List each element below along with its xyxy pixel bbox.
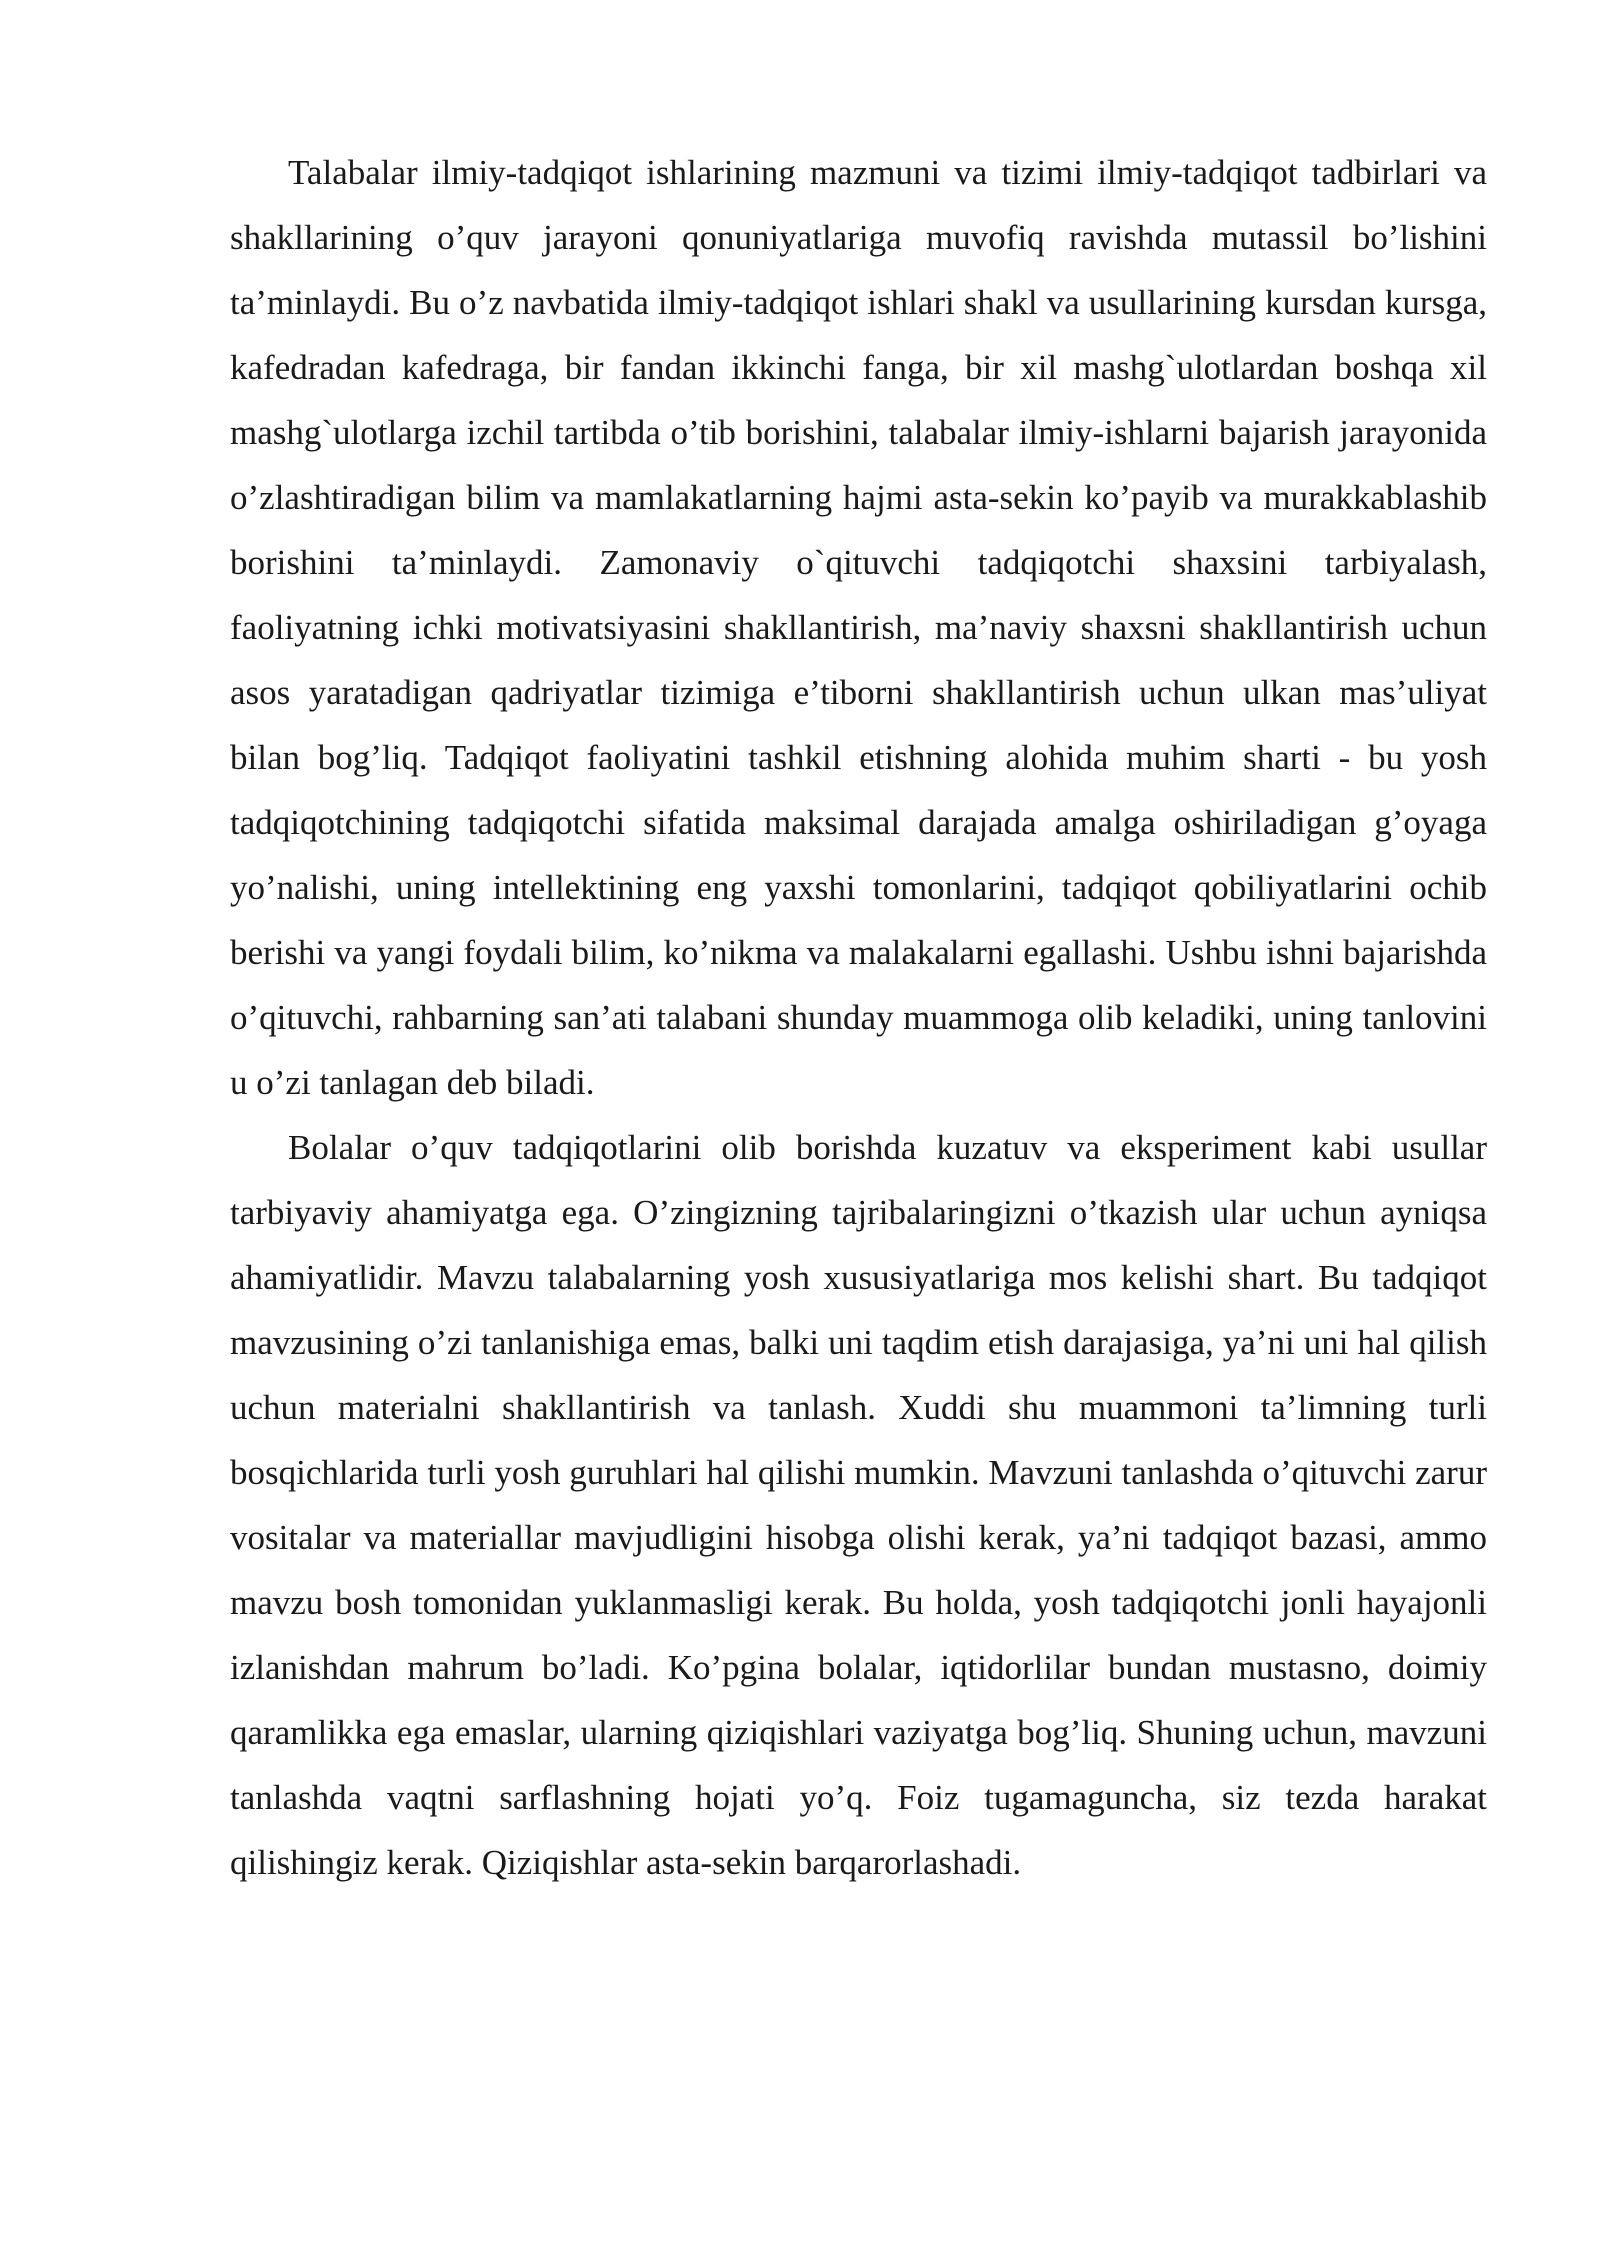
body-text	[230, 140, 1487, 1895]
paragraph-1: Talabalar ilmiy-tadqiqot ishlarining mazmuni va tizimi ilmiy-tadqiqot tadbirlari va shakllarining o’quv jarayoni qonuniyatlariga muvofiq ravishda mutassil bo’lishini ta’minlaydi. Bu o’z navbatida ilmiy-tadqiqot ishlari shakl va usullarining kursdan kursga, kafedradan kafedraga, bir fandan ikkinchi fanga, bir xil mashg`ulotlardan boshqa xil mashg`ulotlarga izchil tartibda o’tib borishini, talabalar ilmiy-ishlarni bajarish jarayonida o’zlashtiradigan bilim va mamlakatlarning hajmi asta-sekin ko’payib va murakkablashib borishini ta’minlaydi. Zamonaviy o`qituvchi tadqiqotchi shaxsini tarbiyalash, faoliyatning ichki motivatsiyasini shakllantirish, ma’naviy shaxsni shakllantirish uchun asos yaratadigan qadriyatlar tizimiga e’tiborni shakllantirish uchun ulkan mas’uliyat bilan bog’liq. Tadqiqot faoliyatini tashkil etishning alohida muhim sharti - bu yosh tadqiqotchining tadqiqotchi sifatida maksimal darajada amalga oshiriladigan g’oyaga yo’nalishi, uning intellektining eng yaxshi tomonlarini, tadqiqot qobiliyatlarini ochib berishi va yangi foydali bilim, ko’nikma va malakalarni egallashi. Ushbu ishni bajarishda o’qituvchi, rahbarning san’ati talabani shunday muammoga olib keladiki, uning tanlovini u o’zi tanlagan deb biladi.	[230, 153, 1487, 1102]
paragraph-2: Bolalar o’quv tadqiqotlarini olib borishda kuzatuv va eksperiment kabi usullar tarbiyaviy ahamiyatga ega. O’zingizning tajribalaringizni o’tkazish ular uchun ayniqsa ahamiyatlidir. Mavzu talabalarning yosh xususiyatlariga mos kelishi shart. Bu tadqiqot mavzusining o’zi tanlanishiga emas, balki uni taqdim etish darajasiga, ya’ni uni hal qilish uchun materialni shakllantirish va tanlash. Xuddi shu muammoni ta’limning turli bosqichlarida turli yosh guruhlari hal qilishi mumkin. Mavzuni tanlashda o’qituvchi zarur vositalar va materiallar mavjudligini hisobga olishi kerak, ya’ni tadqiqot bazasi, ammo mavzu bosh tomonidan yuklanmasligi kerak. Bu holda, yosh tadqiqotchi jonli hayajonli izlanishdan mahrum bo’ladi. Ko’pgina bolalar, iqtidorlilar bundan mustasno, doimiy qaramlikka ega emaslar, ularning qiziqishlari vaziyatga bog’liq. Shuning uchun, mavzuni tanlashda vaqtni sarflashning hojati yo’q. Foiz tugamaguncha, siz tezda harakat qilishingiz kerak. Qiziqishlar asta-sekin barqarorlashadi.	[230, 1128, 1487, 1882]
